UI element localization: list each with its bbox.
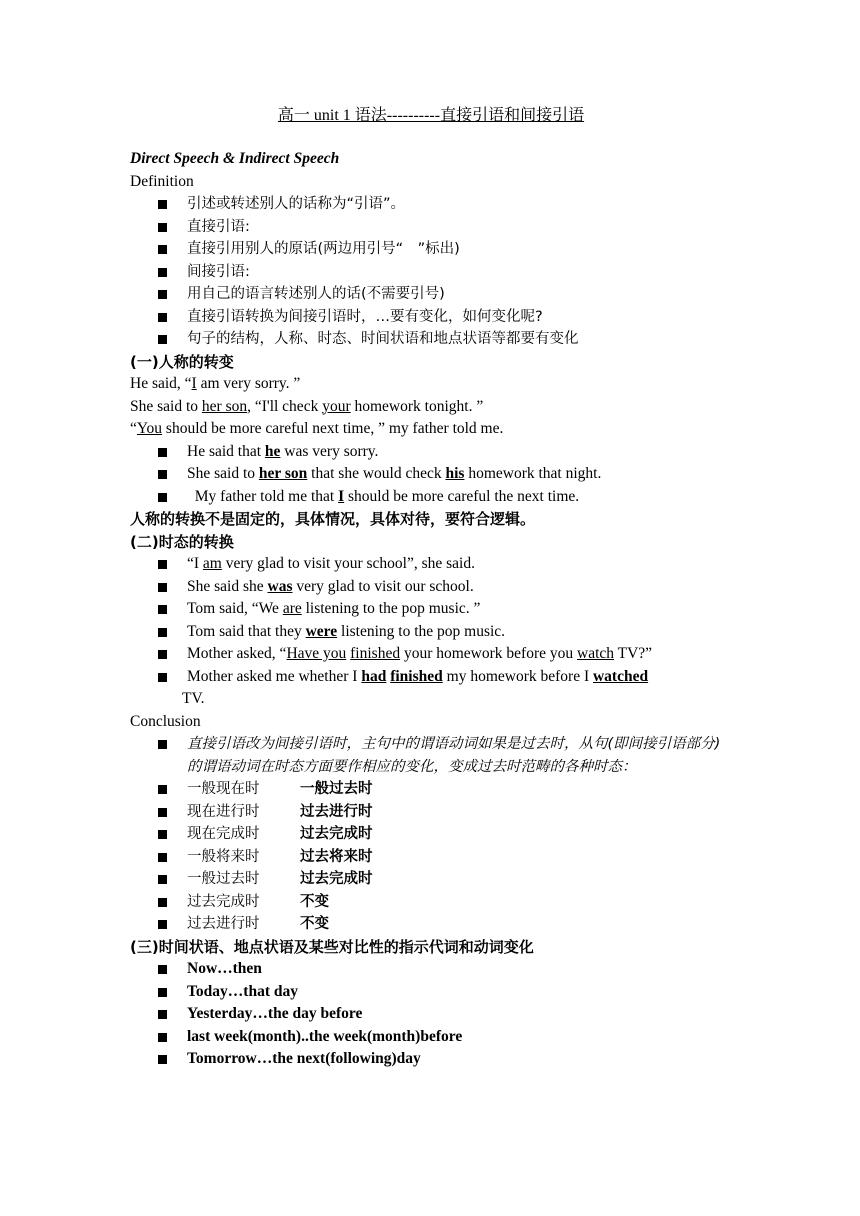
tense-example: Mother asked me whether I had finished my homework before I watched: [130, 666, 770, 689]
bullet-square-icon: [158, 830, 167, 839]
bullet-square-icon: [158, 200, 167, 209]
bullet-square-icon: [158, 898, 167, 907]
adverbial-item: Yesterday…the day before: [130, 1003, 770, 1026]
definition-item: 引述或转述别人的话称为“引语”。: [130, 193, 770, 216]
definition-item: 用自己的语言转述别人的话(不需要引号): [130, 283, 770, 306]
person-change-note: 人称的转换不是固定的，具体情况，具体对待，要符合逻辑。: [130, 510, 536, 528]
bullet-square-icon: [158, 560, 167, 569]
tense-example: Tom said, “We are listening to the pop music. ”: [130, 598, 770, 621]
bullet-square-icon: [158, 673, 167, 682]
bullet-square-icon: [158, 1010, 167, 1019]
tense-example: “I am very glad to visit your school”, she said.: [130, 553, 770, 576]
tense-mapping: 过去进行时 不变: [130, 913, 770, 936]
bullet-square-icon: [158, 740, 167, 749]
converted-sentence: He said that he was very sorry.: [130, 441, 770, 464]
adverbial-item: Tomorrow…the next(following)day: [130, 1048, 770, 1071]
bullet-square-icon: [158, 965, 167, 974]
bullet-square-icon: [158, 335, 167, 344]
bullet-square-icon: [158, 988, 167, 997]
bullet-square-icon: [158, 290, 167, 299]
bullet-square-icon: [158, 268, 167, 277]
tense-example: Mother asked, “Have you finished your homework before you watch TV?”: [130, 643, 770, 666]
bullet-square-icon: [158, 628, 167, 637]
section1-heading: (一)人称的转变: [130, 352, 234, 371]
converted-sentence: My father told me that I should be more careful the next time.: [130, 486, 770, 509]
bullet-square-icon: [158, 605, 167, 614]
document-page: [130, 104, 770, 1071]
bullet-square-icon: [158, 245, 167, 254]
bullet-square-icon: [158, 785, 167, 794]
conclusion-label: Conclusion: [130, 712, 201, 730]
tense-mapping: 过去完成时 不变: [130, 891, 770, 914]
document-title: 高一 unit 1 语法----------直接引语和间接引语: [277, 107, 585, 124]
definition-item: 直接引语转换为间接引语时，…要有变化，如何变化呢?: [130, 306, 770, 329]
tense-mapping: 一般现在时 一般过去时: [130, 778, 770, 801]
tense-mapping: 现在完成时 过去完成时: [130, 823, 770, 846]
example-sentence: “You should be more careful next time, ” my father told me.: [130, 420, 504, 437]
converted-sentence: She said to her son that she would check his homework that night.: [130, 463, 770, 486]
bullet-square-icon: [158, 853, 167, 862]
bullet-square-icon: [158, 448, 167, 457]
adverbial-item: Now…then: [130, 958, 770, 981]
tense-example: She said she was very glad to visit our school.: [130, 576, 770, 599]
example-sentence: She said to her son, “I'll check your homework tonight. ”: [130, 397, 484, 415]
conclusion-text: 直接引语改为间接引语时，主句中的谓语动词如果是过去时，从句(即间接引语部分)的谓语动词在时态方面要作相应的变化，变成过去时范畴的各种时态：: [130, 733, 732, 778]
example-sentence: He said, “I am very sorry. ”: [130, 375, 301, 392]
bullet-square-icon: [158, 583, 167, 592]
definition-item: 直接引语:: [130, 216, 770, 239]
definition-item: 句子的结构，人称、时态、时间状语和地点状语等都要有变化: [130, 328, 770, 351]
bullet-square-icon: [158, 808, 167, 817]
definition-label: Definition: [130, 172, 194, 190]
tense-mapping: 一般过去时 过去完成时: [130, 868, 770, 891]
bullet-square-icon: [158, 1055, 167, 1064]
definition-item: 间接引语:: [130, 261, 770, 284]
bullet-square-icon: [158, 650, 167, 659]
bullet-square-icon: [158, 875, 167, 884]
bullet-square-icon: [158, 920, 167, 929]
section3-heading: (三)时间状语、地点状语及某些对比性的指示代词和动词变化: [130, 937, 534, 956]
bullet-square-icon: [158, 493, 167, 502]
definition-item: 直接引用别人的原话(两边用引号“ ”标出): [130, 238, 770, 261]
bullet-square-icon: [158, 223, 167, 232]
bullet-square-icon: [158, 313, 167, 322]
tense-mapping: 一般将来时 过去将来时: [130, 846, 770, 869]
bullet-square-icon: [158, 1033, 167, 1042]
tense-example-continuation: TV.: [182, 690, 205, 707]
adverbial-item: last week(month)..the week(month)before: [130, 1026, 770, 1049]
section2-heading: (二)时态的转换: [130, 532, 234, 551]
tense-mapping: 现在进行时 过去进行时: [130, 801, 770, 824]
tense-example: Tom said that they were listening to the pop music.: [130, 621, 770, 644]
main-heading: Direct Speech & Indirect Speech: [130, 150, 340, 167]
adverbial-item: Today…that day: [130, 981, 770, 1004]
bullet-square-icon: [158, 470, 167, 479]
